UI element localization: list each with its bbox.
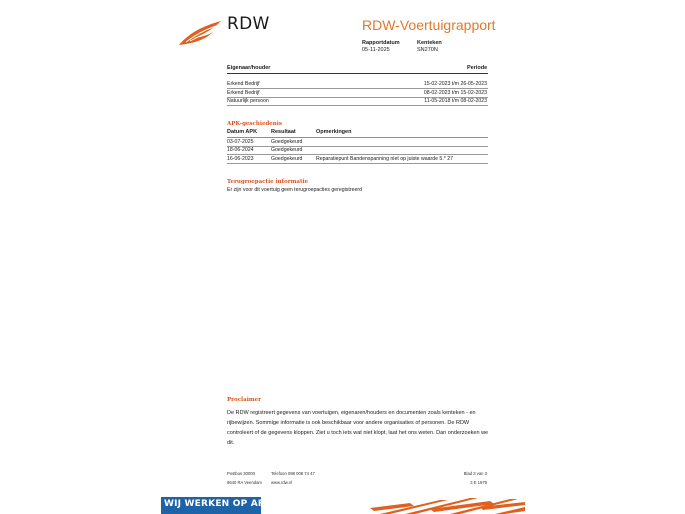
apk-header-date: Datum APK (227, 129, 258, 135)
apk-row-divider (227, 163, 488, 164)
apk-row-2-date: 18-06-2024 (227, 147, 254, 153)
recall-text: Er zijn voor dit voertuig geen terugroepacties geregistreerd (227, 187, 362, 193)
owner-row-divider (227, 88, 488, 89)
owner-row-3-owner: Natuurlijk persoon (227, 98, 269, 104)
footer-phone: Telefoon 088 008 74 47 (271, 471, 315, 476)
owners-header-rule (227, 73, 488, 74)
report-title: RDW-Voertuigrapport (362, 17, 496, 33)
owners-header-period: Periode (467, 65, 488, 71)
owner-row-1-period: 15-02-2023 t/m 26-05-2023 (423, 81, 487, 87)
apk-row-1-date: 03-07-2025 (227, 139, 254, 145)
owner-row-divider (227, 105, 488, 106)
owner-row-2-owner: Erkend Bedrijf (227, 90, 260, 96)
slogan-text: WIJ WERKEN OP AFSPRAAK (164, 499, 307, 509)
recall-section-title: Terugroepactie informatie (227, 179, 309, 185)
apk-row-divider (227, 146, 488, 147)
footer-website[interactable]: www.rdw.nl (271, 480, 292, 485)
apk-header-rule (227, 137, 488, 138)
disclaimer-text: De RDW registreert gegevens van voertuigen, eigenaren/houders en documenten zoals kenteken - en rijbewijzen. Sommige informatie is ook beschikbaar voor andere organisaties of personen. De RDW controleert of de gegevens kloppen. Ziet u toch iets wat niet klopt, laat het ons weten. Dan onderzoeken we dit. (227, 410, 489, 446)
apk-row-2-result: Goedgekeurd (271, 147, 303, 153)
apk-header-remarks: Opmerkingen (316, 129, 352, 135)
apk-row-1-result: Goedgekeurd (271, 139, 303, 145)
apk-row-3-result: Goedgekeurd (271, 156, 303, 162)
footer-page: Blad 3 van 3 (463, 471, 487, 476)
footer-city: 9640 RA Veendam (227, 480, 262, 485)
owner-row-3-period: 11-05-2018 t/m 08-02-2023 (424, 98, 487, 104)
plate-label: Kenteken (417, 40, 442, 46)
brand-name: RDW (227, 14, 270, 34)
disclaimer-title: Proclaimer (227, 397, 262, 403)
owner-row-2-period: 08-02-2023 t/m 15-02-2023 (423, 90, 487, 96)
apk-header-result: Resultaat (271, 129, 296, 135)
rdw-logo-icon (178, 20, 222, 46)
owners-header-owner: Eigenaar/houder (227, 65, 271, 71)
report-date-label: Rapportdatum (362, 40, 400, 46)
plate-value: SN270N (417, 47, 438, 53)
orange-stripes-decoration (370, 497, 525, 514)
apk-row-3-date: 16-06-2023 (227, 156, 254, 162)
owner-row-1-owner: Erkend Bedrijf (227, 81, 260, 87)
report-date: 05-11-2025 (362, 47, 390, 53)
apk-row-3-remarks: Reparatiepunt Bandenspanning niet op juiste waarde 5.* 27 (316, 156, 453, 162)
footer-postbus: Postbus 30000 (227, 471, 255, 476)
footer-code: 3 E 1979 (470, 480, 487, 485)
apk-section-title: APK-geschiedenis (227, 121, 282, 127)
apk-row-divider (227, 154, 488, 155)
